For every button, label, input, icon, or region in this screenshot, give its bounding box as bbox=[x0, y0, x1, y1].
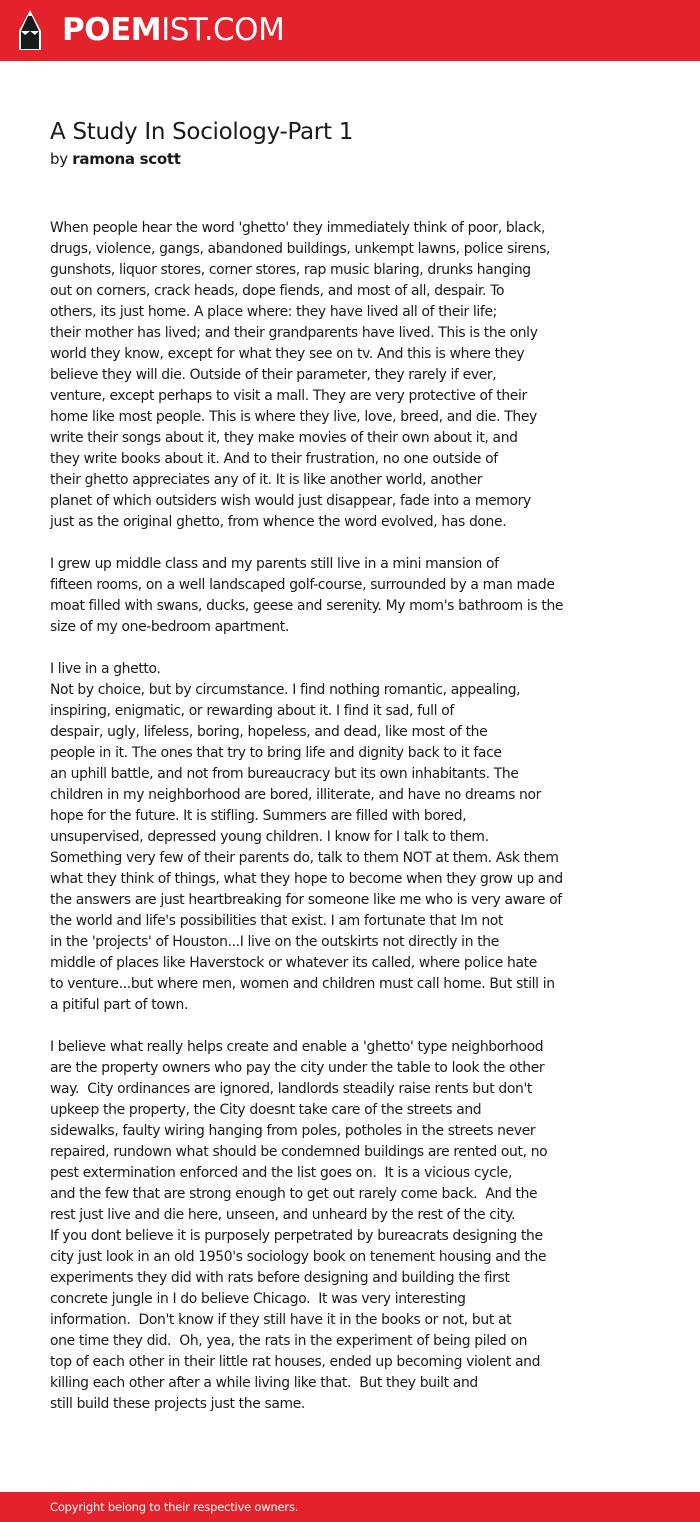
poem-line: hope for the future. It is stifling. Summers are filled with bored, bbox=[50, 808, 467, 824]
poem-line: way. City ordinances are ignored, landlords steadily raise rents but don't bbox=[50, 1081, 533, 1097]
poem-line: are the property owners who pay the city under the table to look the other bbox=[50, 1060, 545, 1076]
poem-body bbox=[50, 218, 610, 1415]
stanza-break bbox=[50, 1016, 610, 1037]
pencil-tip-icon[interactable] bbox=[17, 9, 43, 51]
byline bbox=[50, 148, 181, 170]
poem-line: the answers are just heartbreaking for someone like me who is very aware of bbox=[50, 892, 562, 908]
copyright-text: Copyright belong to their respective owners. bbox=[50, 1500, 299, 1514]
stanza-break bbox=[50, 533, 610, 554]
poem-line: city just look in an old 1950's sociology book on tenement housing and the bbox=[50, 1249, 547, 1265]
poem-line: moat filled with swans, ducks, geese and serenity. My mom's bathroom is the bbox=[50, 598, 564, 614]
logo-light-text: IST.COM bbox=[161, 12, 285, 48]
poem-line: When people hear the word 'ghetto' they immediately think of poor, black, bbox=[50, 220, 546, 236]
poem-line: what they think of things, what they hope to become when they grow up and bbox=[50, 871, 563, 887]
poem-line: killing each other after a while living like that. But they built and bbox=[50, 1375, 478, 1391]
poem-line: their ghetto appreciates any of it. It is like another world, another bbox=[50, 472, 483, 488]
poem-line: upkeep the property, the City doesnt take care of the streets and bbox=[50, 1102, 482, 1118]
poem-line: top of each other in their little rat houses, ended up becoming violent and bbox=[50, 1354, 541, 1370]
poem-line: experiments they did with rats before designing and building the first bbox=[50, 1270, 510, 1286]
poem-line: people in it. The ones that try to bring life and dignity back to it face bbox=[50, 745, 502, 761]
poem-line: middle of places like Haverstock or whatever its called, where police hate bbox=[50, 955, 537, 971]
site-header bbox=[0, 0, 700, 61]
poem-line: concrete jungle in I do believe Chicago. It was very interesting bbox=[50, 1291, 466, 1307]
poem-line: to venture...but where men, women and children must call home. But still in bbox=[50, 976, 555, 992]
poem-line: home like most people. This is where they live, love, breed, and die. They bbox=[50, 409, 537, 425]
poem-line: despair, ugly, lifeless, boring, hopeless, and dead, like most of the bbox=[50, 724, 488, 740]
poem-line: Not by choice, but by circumstance. I find nothing romantic, appealing, bbox=[50, 682, 521, 698]
poem-line: I believe what really helps create and enable a 'ghetto' type neighborhood bbox=[50, 1039, 544, 1055]
logo-bold-text: POEM bbox=[62, 12, 162, 48]
poem-line: size of my one-bedroom apartment. bbox=[50, 619, 289, 635]
poem-line: their mother has lived; and their grandparents have lived. This is the only bbox=[50, 325, 538, 341]
poem-line: I grew up middle class and my parents still live in a mini mansion of bbox=[50, 556, 499, 572]
author-name[interactable]: ramona scott bbox=[72, 150, 181, 168]
poem-line: believe they will die. Outside of their parameter, they rarely if ever, bbox=[50, 367, 497, 383]
by-label: by bbox=[50, 150, 68, 168]
poem-line: planet of which outsiders wish would just disappear, fade into a memory bbox=[50, 493, 531, 509]
poem-line: inspiring, enigmatic, or rewarding about it. I find it sad, full of bbox=[50, 703, 454, 719]
poem-line: pest extermination enforced and the list goes on. It is a vicious cycle, bbox=[50, 1165, 513, 1181]
site-logo[interactable] bbox=[62, 11, 284, 49]
poem-line: an uphill battle, and not from bureaucracy but its own inhabitants. The bbox=[50, 766, 519, 782]
poem-line: Something very few of their parents do, talk to them NOT at them. Ask them bbox=[50, 850, 559, 866]
poem-line: out on corners, crack heads, dope fiends, and most of all, despair. To bbox=[50, 283, 505, 299]
poem-line: information. Don't know if they still have it in the books or not, but at bbox=[50, 1312, 512, 1328]
poem-line: still build these projects just the same. bbox=[50, 1396, 305, 1412]
poem-title: A Study In Sociology-Part 1 bbox=[50, 119, 354, 145]
poem-line: repaired, rundown what should be condemned buildings are rented out, no bbox=[50, 1144, 548, 1160]
poem-line: others, its just home. A place where: they have lived all of their life; bbox=[50, 304, 497, 320]
poem-line: venture, except perhaps to visit a mall. They are very protective of their bbox=[50, 388, 527, 404]
poem-line: rest just live and die here, unseen, and unheard by the rest of the city. bbox=[50, 1207, 516, 1223]
poem-line: drugs, violence, gangs, abandoned buildings, unkempt lawns, police sirens, bbox=[50, 241, 551, 257]
poem-line: a pitiful part of town. bbox=[50, 997, 189, 1013]
poem-line: write their songs about it, they make movies of their own about it, and bbox=[50, 430, 518, 446]
stanza-break bbox=[50, 638, 610, 659]
poem-line: they write books about it. And to their frustration, no one outside of bbox=[50, 451, 498, 467]
poem-line: gunshots, liquor stores, corner stores, rap music blaring, drunks hanging bbox=[50, 262, 531, 278]
poem-line: the world and life's possibilities that exist. I am fortunate that Im not bbox=[50, 913, 504, 929]
poem-line: just as the original ghetto, from whence the word evolved, has done. bbox=[50, 514, 507, 530]
site-footer bbox=[0, 1492, 700, 1522]
poem-line: and the few that are strong enough to get out rarely come back. And the bbox=[50, 1186, 538, 1202]
poem-line: children in my neighborhood are bored, illiterate, and have no dreams nor bbox=[50, 787, 542, 803]
poem-line: unsupervised, depressed young children. I know for I talk to them. bbox=[50, 829, 489, 845]
poem-line: in the 'projects' of Houston...I live on the outskirts not directly in the bbox=[50, 934, 499, 950]
poem-line: one time they did. Oh, yea, the rats in the experiment of being piled on bbox=[50, 1333, 528, 1349]
poem-line: fifteen rooms, on a well landscaped golf-course, surrounded by a man made bbox=[50, 577, 555, 593]
poem-line: I live in a ghetto. bbox=[50, 661, 161, 677]
poem-line: If you dont believe it is purposely perpetrated by bureacrats designing the bbox=[50, 1228, 543, 1244]
poem-line: world they know, except for what they see on tv. And this is where they bbox=[50, 346, 525, 362]
poem-line: sidewalks, faulty wiring hanging from poles, potholes in the streets never bbox=[50, 1123, 536, 1139]
